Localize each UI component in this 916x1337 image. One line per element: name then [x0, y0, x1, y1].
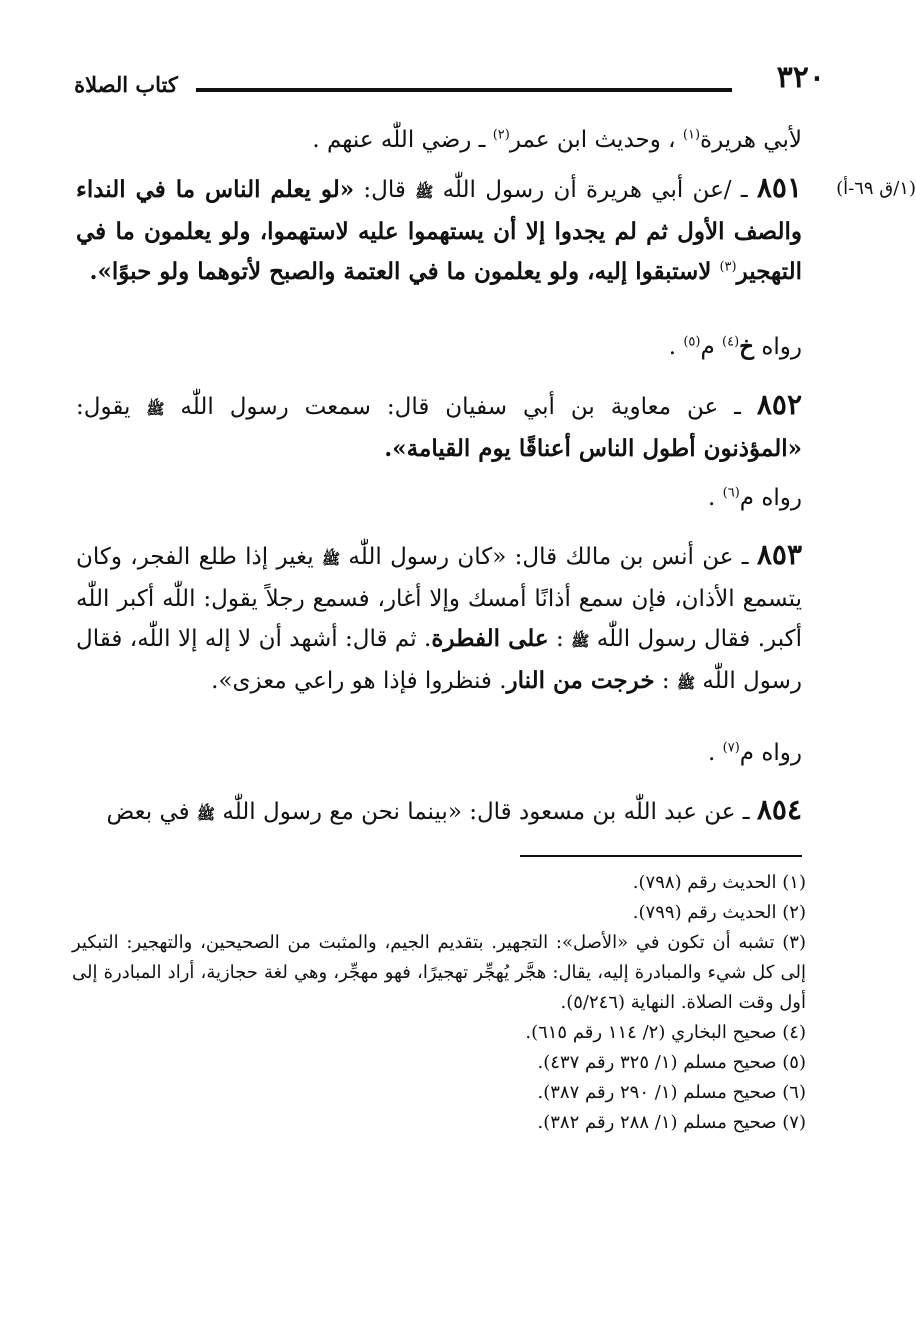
hadith-851-reference: [76, 327, 862, 367]
salla-glyph: ﷺ: [676, 674, 696, 692]
reference-text: رواه م: [739, 740, 802, 766]
hadith-text: ـ عن عبد اللّٰه بن مسعود قال: «بينما نحن مع رسول اللّٰه: [215, 799, 757, 825]
reference-text: .: [708, 740, 723, 766]
footnote-ref-7: (٧): [722, 740, 740, 756]
hadith-text: . ثم قال: أشهد أن لا إله إلا اللّٰه، فقال رسول اللّٰه: [76, 626, 802, 694]
footnote-ref-4: (٤): [722, 334, 740, 350]
intro-text: ، وحديث ابن عمر: [509, 127, 683, 153]
footnote-ref-5: (٥): [683, 334, 701, 350]
reference-text: رواه م: [739, 485, 802, 511]
hadith-text: يقول:: [76, 394, 147, 420]
hadith-854: [76, 790, 802, 834]
salla-glyph: ﷺ: [571, 632, 590, 650]
hadith-number: ٨٥٤: [756, 793, 802, 826]
footnote-3: (٣) تشبه أن تكون في «الأصل»: التجهير. بتقديم الجيم، والمثبت من الصحيحين، والتهجير: التبكير إلى كل شيء والمبادرة إليه، يقال: هجَّر يُهجِّر تهجيرًا، فهو مهجِّر، وهي لغة حجازية، أراد المبادرة إلى أول وقت الصلاة. النهاية (٥/٢٤٦).: [72, 932, 806, 1013]
hadith-852-reference: [76, 478, 862, 518]
hadith-text: قال:: [354, 177, 416, 203]
salla-glyph: ﷺ: [146, 400, 165, 418]
footnote-7: (٧) صحيح مسلم (١/ ٢٨٨ رقم ٣٨٢).: [537, 1112, 806, 1133]
hadith-853: [76, 535, 802, 703]
hadith-number: ٨٥٣: [756, 538, 802, 571]
hadith-text: في بعض: [106, 799, 197, 825]
hadith-text: :: [654, 668, 677, 694]
reference-text: .: [708, 485, 723, 511]
hadith-quote: «لو يعلم الناس ما في النداء والصف الأول ثم لم يجدوا إلا أن يستهموا عليه لاستهموا، ولو يعلمون ما في التهجير: [76, 176, 802, 285]
footnote-separator: [520, 855, 802, 857]
hadith-quote: لاستبقوا إليه، ولو يعلمون ما في العتمة والصبح لأتوهما ولو حبوًا».: [89, 258, 720, 285]
footnote-ref-6: (٦): [722, 485, 740, 501]
hadith-853-reference: [76, 733, 862, 773]
hadith-quote: على الفطرة: [431, 625, 549, 652]
intro-line: [76, 120, 802, 160]
footnote-5: (٥) صحيح مسلم (١/ ٣٢٥ رقم ٤٣٧).: [537, 1052, 806, 1073]
reference-text: .: [668, 334, 684, 360]
hadith-number: ٨٥٢: [756, 388, 802, 421]
hadith-851: [76, 168, 802, 292]
reference-bukhari: خ: [739, 333, 755, 360]
hadith-852: [76, 385, 802, 469]
intro-text: ـ رضي اللّٰه عنهم .: [312, 127, 493, 153]
hadith-text: ـ عن أنس بن مالك قال: «كان رسول اللّٰه: [340, 544, 757, 570]
footnote-1: (١) الحديث رقم (٧٩٨).: [632, 872, 806, 893]
salla-glyph: ﷺ: [196, 805, 216, 823]
footnote-6: (٦) صحيح مسلم (١/ ٢٩٠ رقم ٣٨٧).: [537, 1082, 806, 1103]
salla-glyph: ﷺ: [321, 550, 341, 568]
hadith-text: . فنظروا فإذا هو راعي معزى».: [211, 668, 507, 694]
hadith-number: ٨٥١: [756, 171, 802, 204]
reference-muslim: م: [700, 334, 723, 360]
footnote-4: (٤) صحيح البخاري (٢/ ١١٤ رقم ٦١٥).: [525, 1022, 806, 1043]
footnote-ref-1: (١): [682, 127, 701, 143]
hadith-text: يغير إذا طلع الفجر، وكان يتسمع الأذان، فإن سمع أذانًا أمسك وإلا أغار، فسمع رجلاً يقول: اللّٰه أكبر اللّٰه أكبر. فقال رسول اللّٰه: [76, 544, 802, 652]
book-title: كتاب الصلاة: [74, 72, 178, 97]
salla-glyph: ﷺ: [415, 183, 434, 201]
hadith-quote: «المؤذنون أطول الناس أعناقًا يوم القيامة».: [384, 435, 802, 462]
footnotes: [72, 868, 806, 1138]
margin-manuscript-note: (١/ق ٦٩-أ): [836, 178, 916, 199]
hadith-text: ـ عن معاوية بن أبي سفيان قال: سمعت رسول اللّٰه: [164, 394, 757, 420]
footnote-ref-3: (٣): [719, 259, 737, 275]
header-rule: [196, 88, 732, 92]
hadith-quote: خرجت من النار: [506, 667, 655, 694]
hadith-text: :: [548, 626, 572, 652]
hadith-text: ـ /عن أبي هريرة أن رسول اللّٰه: [433, 177, 757, 203]
intro-text: لأبي هريرة: [700, 127, 802, 153]
page-number: ٣٢٠: [776, 60, 825, 95]
reference-text: رواه: [754, 334, 802, 360]
footnote-ref-2: (٢): [492, 127, 510, 143]
footnote-2: (٢) الحديث رقم (٧٩٩).: [632, 902, 806, 923]
